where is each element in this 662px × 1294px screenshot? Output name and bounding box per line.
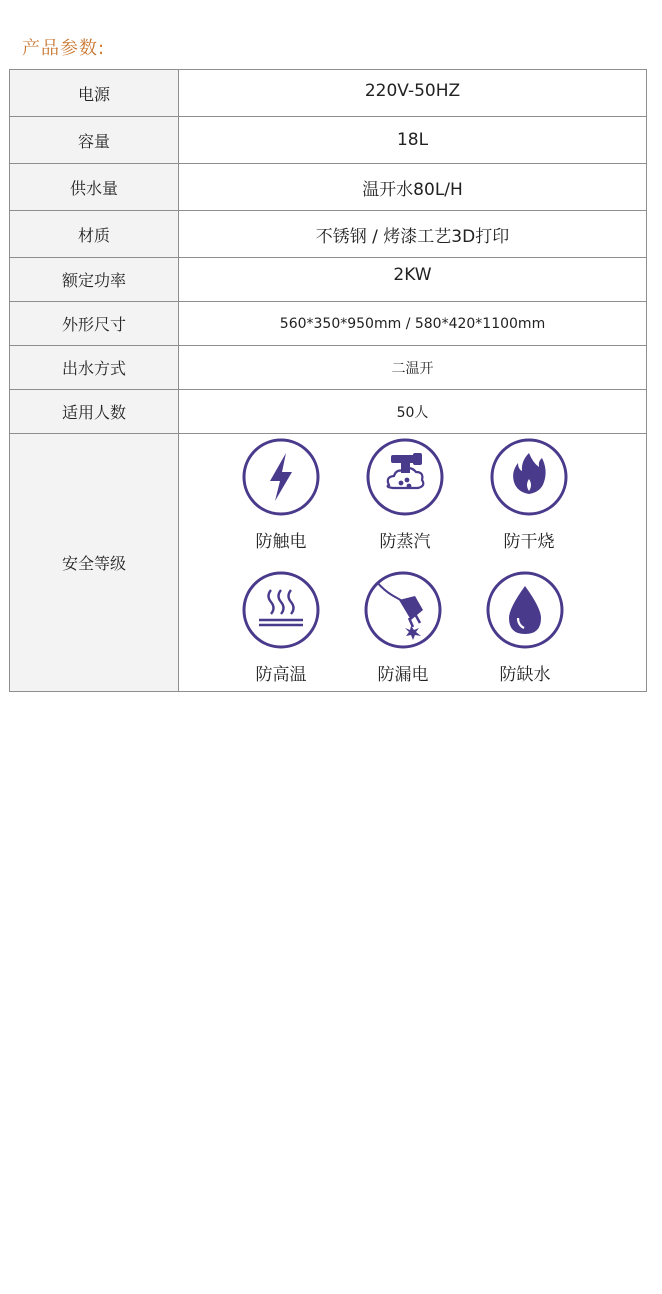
spec-value: 2KW: [179, 258, 647, 302]
heat-waves-icon: [226, 570, 336, 650]
table-row: [10, 117, 647, 164]
safety-icons-cell: [179, 434, 647, 692]
spec-label: 额定功率: [10, 258, 179, 302]
table-row: [10, 302, 647, 346]
spec-label: 出水方式: [10, 346, 179, 390]
table-row: [10, 164, 647, 211]
spec-value: 220V-50HZ: [179, 70, 647, 117]
steam-faucet-icon: [350, 437, 460, 517]
plug-spark-icon: [348, 570, 458, 650]
spec-value: 二温开: [179, 346, 647, 390]
table-row: [10, 211, 647, 258]
safety-item: [348, 570, 458, 685]
safety-item: [226, 570, 336, 685]
table-row: [10, 70, 647, 117]
spec-label: 电源: [10, 70, 179, 117]
safety-item-label: 防蒸汽: [379, 532, 431, 552]
spec-label: 供水量: [10, 164, 179, 211]
table-row: [10, 434, 647, 692]
spec-label: 适用人数: [10, 390, 179, 434]
water-drop-icon: [470, 570, 580, 650]
spec-value: 温开水80L/H: [179, 164, 647, 211]
spec-value: 18L: [179, 117, 647, 164]
safety-item: [470, 570, 580, 685]
table-row: [10, 258, 647, 302]
table-row: [10, 346, 647, 390]
spec-label: 外形尺寸: [10, 302, 179, 346]
spec-label: 容量: [10, 117, 179, 164]
spec-table: [9, 69, 647, 692]
safety-item-label: 防触电: [255, 532, 307, 552]
spec-value: 不锈钢 / 烤漆工艺3D打印: [179, 211, 647, 258]
safety-label: 安全等级: [10, 434, 179, 692]
safety-item-label: 防缺水: [499, 665, 551, 685]
spec-value: 50人: [179, 390, 647, 434]
lightning-icon: [226, 437, 336, 517]
safety-item-label: 防干烧: [503, 532, 555, 552]
safety-item: [226, 437, 336, 552]
section-title: 产品参数:: [22, 38, 106, 59]
safety-item: [350, 437, 460, 552]
table-row: [10, 390, 647, 434]
safety-icon-grid: [179, 434, 646, 691]
safety-item-label: 防漏电: [377, 665, 429, 685]
spec-label: 材质: [10, 211, 179, 258]
fire-icon: [474, 437, 584, 517]
safety-item: [474, 437, 584, 552]
spec-value: 560*350*950mm / 580*420*1100mm: [179, 302, 647, 346]
safety-item-label: 防高温: [255, 665, 307, 685]
